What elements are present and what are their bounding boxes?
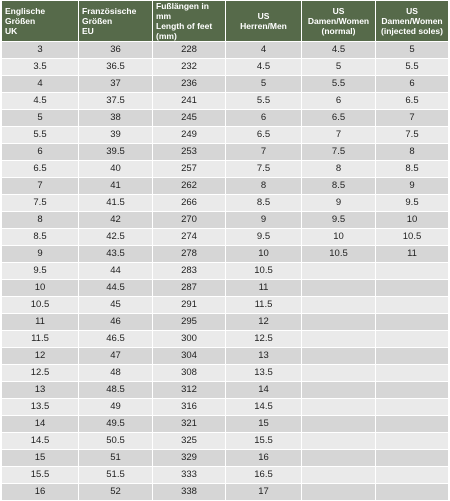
table-row [2,433,449,450]
cell-us-women-injected: 5 [376,42,449,59]
header-eu: Französische Größen EU [79,1,153,42]
cell-us-women-injected: 8.5 [376,161,449,178]
cell-foot-length: 228 [153,42,226,59]
cell-us-men: 14.5 [226,399,302,416]
cell-foot-length: 291 [153,297,226,314]
cell-us-women-injected [376,450,449,467]
table-row [2,297,449,314]
cell-us-women-normal [302,348,376,365]
cell-uk: 5.5 [2,127,79,144]
table-row [2,93,449,110]
cell-us-women-normal [302,331,376,348]
cell-us-women-normal [302,297,376,314]
cell-us-women-normal [302,314,376,331]
cell-us-men: 8 [226,178,302,195]
cell-us-women-normal: 4.5 [302,42,376,59]
cell-eu: 45 [79,297,153,314]
cell-uk: 16 [2,484,79,501]
cell-foot-length: 321 [153,416,226,433]
table-row [2,416,449,433]
cell-uk: 15 [2,450,79,467]
cell-us-men: 12.5 [226,331,302,348]
cell-us-women-normal: 8 [302,161,376,178]
cell-uk: 15.5 [2,467,79,484]
cell-us-men: 10.5 [226,263,302,280]
cell-eu: 36.5 [79,59,153,76]
cell-us-women-normal [302,280,376,297]
cell-us-women-injected: 10.5 [376,229,449,246]
cell-eu: 46 [79,314,153,331]
cell-foot-length: 257 [153,161,226,178]
cell-us-men: 12 [226,314,302,331]
cell-eu: 37 [79,76,153,93]
cell-us-women-injected [376,331,449,348]
cell-us-women-injected: 5.5 [376,59,449,76]
cell-eu: 52 [79,484,153,501]
cell-foot-length: 287 [153,280,226,297]
cell-us-men: 7 [226,144,302,161]
cell-eu: 43.5 [79,246,153,263]
cell-us-men: 15.5 [226,433,302,450]
cell-us-women-normal: 6 [302,93,376,110]
table-row [2,42,449,59]
header-us-men: US Herren/Men [226,1,302,42]
cell-us-women-injected [376,467,449,484]
header-uk: Englische Größen UK [2,1,79,42]
cell-us-men: 11 [226,280,302,297]
cell-us-men: 9 [226,212,302,229]
cell-eu: 50.5 [79,433,153,450]
cell-us-women-injected: 10 [376,212,449,229]
cell-eu: 48.5 [79,382,153,399]
table-row [2,127,449,144]
cell-uk: 10 [2,280,79,297]
header-foot-length: Fußlängen in mm Length of feet (mm) [153,1,226,42]
shoe-size-table [1,1,449,501]
cell-foot-length: 241 [153,93,226,110]
cell-uk: 6 [2,144,79,161]
cell-foot-length: 245 [153,110,226,127]
cell-eu: 44.5 [79,280,153,297]
table-row [2,263,449,280]
cell-us-women-normal [302,416,376,433]
cell-us-women-normal: 9 [302,195,376,212]
cell-eu: 49.5 [79,416,153,433]
cell-us-women-injected: 7 [376,110,449,127]
cell-foot-length: 232 [153,59,226,76]
cell-foot-length: 300 [153,331,226,348]
cell-us-women-injected [376,484,449,501]
cell-us-women-injected [376,348,449,365]
table-row [2,178,449,195]
cell-us-women-normal [302,484,376,501]
cell-uk: 14.5 [2,433,79,450]
cell-foot-length: 266 [153,195,226,212]
cell-uk: 13 [2,382,79,399]
cell-uk: 4.5 [2,93,79,110]
cell-eu: 48 [79,365,153,382]
cell-foot-length: 325 [153,433,226,450]
cell-us-women-injected: 11 [376,246,449,263]
cell-us-women-normal [302,382,376,399]
cell-us-women-normal [302,365,376,382]
cell-eu: 51 [79,450,153,467]
cell-eu: 39.5 [79,144,153,161]
cell-foot-length: 278 [153,246,226,263]
cell-uk: 7 [2,178,79,195]
cell-foot-length: 295 [153,314,226,331]
cell-foot-length: 304 [153,348,226,365]
cell-eu: 46.5 [79,331,153,348]
cell-us-men: 16 [226,450,302,467]
cell-us-women-injected: 9 [376,178,449,195]
cell-us-men: 4 [226,42,302,59]
cell-us-women-normal: 5.5 [302,76,376,93]
cell-eu: 51.5 [79,467,153,484]
table-row [2,280,449,297]
header-row [2,1,449,42]
cell-eu: 37.5 [79,93,153,110]
cell-foot-length: 270 [153,212,226,229]
cell-eu: 41.5 [79,195,153,212]
cell-uk: 13.5 [2,399,79,416]
cell-us-women-normal: 10 [302,229,376,246]
cell-eu: 44 [79,263,153,280]
cell-us-women-injected: 6.5 [376,93,449,110]
table-row [2,467,449,484]
cell-us-men: 14 [226,382,302,399]
cell-us-men: 10 [226,246,302,263]
cell-us-men: 13.5 [226,365,302,382]
cell-foot-length: 316 [153,399,226,416]
table-row [2,382,449,399]
cell-foot-length: 308 [153,365,226,382]
cell-us-women-normal [302,467,376,484]
cell-us-women-normal: 6.5 [302,110,376,127]
cell-foot-length: 262 [153,178,226,195]
cell-foot-length: 338 [153,484,226,501]
table-row [2,314,449,331]
cell-foot-length: 274 [153,229,226,246]
table-row [2,348,449,365]
cell-uk: 10.5 [2,297,79,314]
table-row [2,110,449,127]
cell-eu: 42 [79,212,153,229]
cell-uk: 11 [2,314,79,331]
table-row [2,144,449,161]
table-row [2,76,449,93]
table-row [2,246,449,263]
cell-uk: 6.5 [2,161,79,178]
cell-foot-length: 283 [153,263,226,280]
cell-us-women-normal [302,450,376,467]
cell-us-women-normal: 7 [302,127,376,144]
cell-us-men: 8.5 [226,195,302,212]
cell-uk: 12 [2,348,79,365]
cell-us-men: 5 [226,76,302,93]
table-header [2,1,449,42]
cell-us-men: 17 [226,484,302,501]
cell-us-women-injected [376,314,449,331]
cell-us-men: 16.5 [226,467,302,484]
cell-eu: 41 [79,178,153,195]
cell-us-women-injected: 7.5 [376,127,449,144]
cell-us-men: 13 [226,348,302,365]
cell-us-men: 9.5 [226,229,302,246]
table-row [2,212,449,229]
cell-us-women-injected [376,280,449,297]
table-row [2,331,449,348]
cell-us-women-injected: 6 [376,76,449,93]
cell-foot-length: 236 [153,76,226,93]
cell-uk: 7.5 [2,195,79,212]
table-row [2,195,449,212]
cell-us-women-injected [376,416,449,433]
cell-us-men: 11.5 [226,297,302,314]
cell-us-women-injected [376,365,449,382]
cell-eu: 38 [79,110,153,127]
cell-us-men: 4.5 [226,59,302,76]
table-row [2,59,449,76]
table-row [2,484,449,501]
cell-us-women-normal [302,433,376,450]
cell-uk: 9 [2,246,79,263]
cell-us-women-injected [376,297,449,314]
cell-foot-length: 329 [153,450,226,467]
cell-us-men: 15 [226,416,302,433]
cell-us-women-normal: 7.5 [302,144,376,161]
cell-eu: 47 [79,348,153,365]
cell-eu: 40 [79,161,153,178]
table-body [2,42,449,501]
cell-us-men: 6 [226,110,302,127]
cell-us-women-injected [376,382,449,399]
header-us-women-normal: US Damen/Women (normal) [302,1,376,42]
cell-foot-length: 249 [153,127,226,144]
table-row [2,399,449,416]
cell-us-men: 6.5 [226,127,302,144]
table-row [2,365,449,382]
cell-foot-length: 253 [153,144,226,161]
cell-us-men: 7.5 [226,161,302,178]
header-us-women-injected: US Damen/Women (injected soles) [376,1,449,42]
cell-uk: 8.5 [2,229,79,246]
cell-uk: 9.5 [2,263,79,280]
cell-foot-length: 312 [153,382,226,399]
cell-us-women-normal [302,263,376,280]
cell-us-women-injected [376,433,449,450]
cell-uk: 12.5 [2,365,79,382]
cell-us-women-injected: 8 [376,144,449,161]
cell-uk: 8 [2,212,79,229]
cell-eu: 49 [79,399,153,416]
table-row [2,161,449,178]
cell-uk: 3 [2,42,79,59]
cell-us-women-normal: 9.5 [302,212,376,229]
cell-us-women-normal: 5 [302,59,376,76]
cell-eu: 42.5 [79,229,153,246]
cell-us-women-injected [376,399,449,416]
cell-uk: 14 [2,416,79,433]
cell-us-women-injected: 9.5 [376,195,449,212]
cell-foot-length: 333 [153,467,226,484]
cell-us-men: 5.5 [226,93,302,110]
cell-us-women-normal [302,399,376,416]
cell-uk: 5 [2,110,79,127]
cell-us-women-injected [376,263,449,280]
cell-eu: 39 [79,127,153,144]
cell-uk: 11.5 [2,331,79,348]
table-row [2,229,449,246]
cell-uk: 4 [2,76,79,93]
table-row [2,450,449,467]
cell-us-women-normal: 8.5 [302,178,376,195]
cell-us-women-normal: 10.5 [302,246,376,263]
cell-eu: 36 [79,42,153,59]
cell-uk: 3.5 [2,59,79,76]
